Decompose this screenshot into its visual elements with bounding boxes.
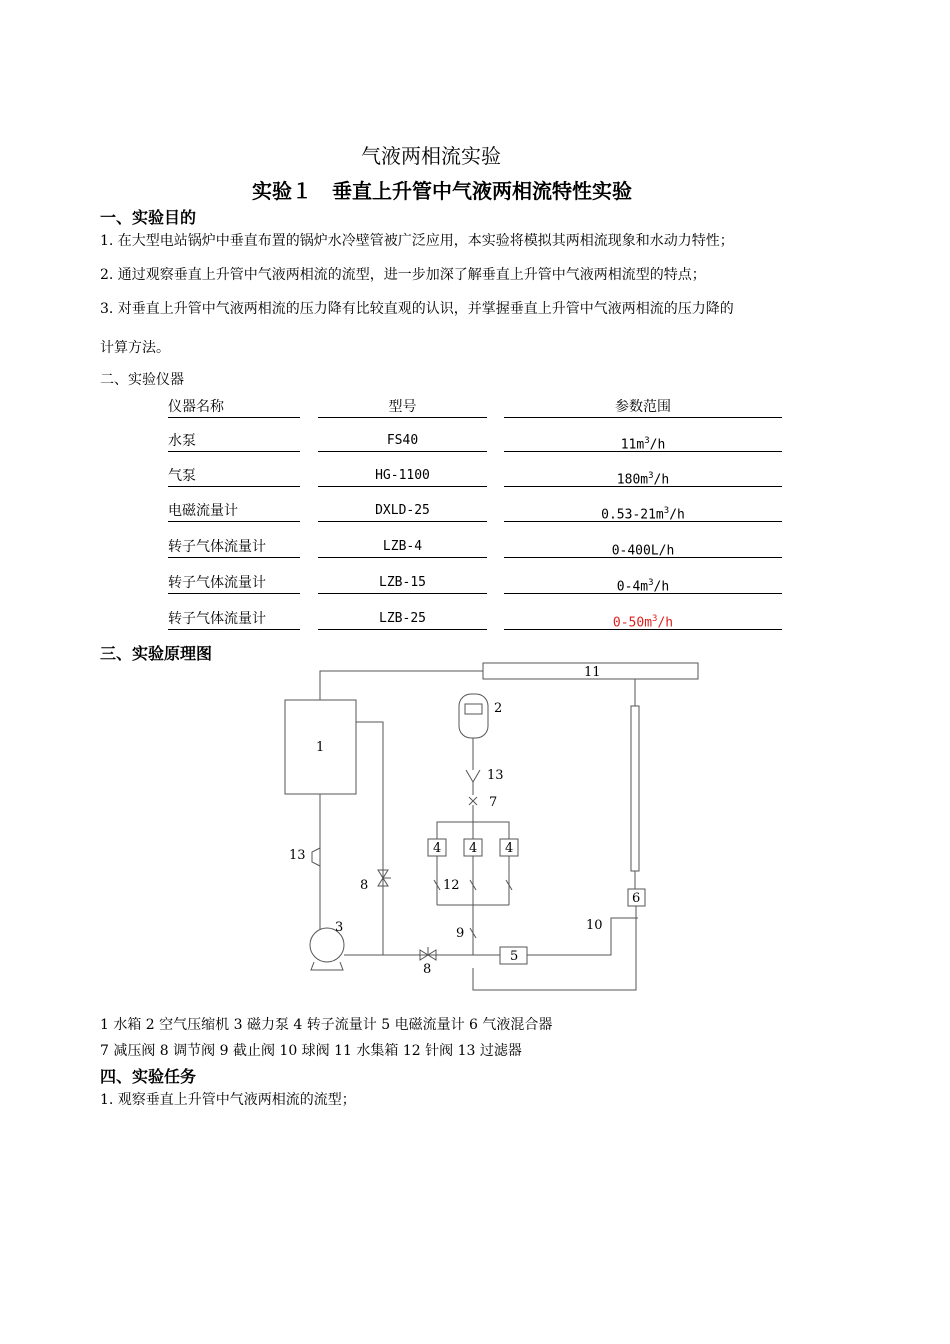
table-cell-model: HG-1100 [318,466,487,487]
riser-tube [631,706,639,871]
label-9: 9 [456,926,465,941]
table-cell-model: DXLD-25 [318,501,487,522]
label-4c: 4 [505,841,514,856]
pipe [320,671,483,700]
label-4b: 4 [469,841,478,856]
label-1: 1 [316,740,325,755]
table-cell-name: 转子气体流量计 [168,609,300,630]
pipe [527,918,638,955]
section1-item: 2. 通过观察垂直上升管中气液两相流的流型，进一步加深了解垂直上升管中气液两相流型的特点； [100,267,706,283]
air-compressor [459,694,488,738]
table-cell-range: $0-4m^3/h$ [504,573,782,594]
label-6: 6 [632,891,641,906]
label-13-gas: 13 [487,768,504,783]
label-11: 11 [584,665,601,680]
section2-heading: 二、实验仪器 [100,372,184,388]
table-header-model: 型号 [318,397,487,418]
section4-item: 1. 观察垂直上升管中气液两相流的流型； [100,1092,356,1108]
section1-item: 1. 在大型电站锅炉中垂直布置的锅炉水冷壁管被广泛应用，本实验将模拟其两相流现象和水动力特性； [100,233,734,249]
table-header-range: 参数范围 [504,397,782,418]
table-cell-range: $11m^3/h$ [504,431,782,452]
label-3: 3 [335,920,344,935]
pipe [473,906,636,990]
section1-heading: 一、实验目的 [100,208,197,227]
pipe [356,722,383,955]
table-cell-model: LZB-4 [318,537,487,558]
label-13-water: 13 [289,848,306,863]
label-4a: 4 [433,841,442,856]
table-cell-range: 0-400L/h [504,537,782,558]
table-cell-range-highlighted: $0-50m^3/h$ [504,609,782,630]
label-10: 10 [586,918,603,933]
table-cell-name: 电磁流量计 [168,501,300,522]
filter [466,770,480,782]
label-8-horizontal: 8 [423,962,432,977]
label-2: 2 [494,701,503,716]
table-cell-name: 转子气体流量计 [168,537,300,558]
table-cell-model: FS40 [318,431,487,452]
legend-line: 7 减压阀 8 调节阀 9 截止阀 10 球阀 11 水集箱 12 针阀 13 过滤器 [100,1043,522,1059]
table-cell-model: LZB-25 [318,609,487,630]
table-cell-name: 转子气体流量计 [168,573,300,594]
label-7: 7 [489,795,498,810]
table-cell-range: $180m^3/h$ [504,466,782,487]
section4-heading: 四、实验任务 [100,1067,197,1086]
compressor-detail [465,704,482,714]
legend-line: 1 水箱 2 空气压缩机 3 磁力泵 4 转子流量计 5 电磁流量计 6 气液混合器 [100,1017,553,1033]
table-cell-name: 气泵 [168,466,300,487]
label-5: 5 [510,949,519,964]
table-cell-range: $0.53-21m^3/h$ [504,501,782,522]
section1-item: 3. 对垂直上升管中气液两相流的压力降有比较直观的认识，并掌握垂直上升管中气液两相流的压力降的 [100,301,734,317]
pump-base [311,962,343,970]
table-cell-model: LZB-15 [318,573,487,594]
table-header-name: 仪器名称 [168,397,300,418]
doc-subtitle: 实验１ 垂直上升管中气液两相流特性实验 [252,179,632,203]
doc-title: 气液两相流实验 [361,144,501,168]
table-cell-name: 水泵 [168,431,300,452]
section1-item: 计算方法。 [100,340,170,356]
filter [312,848,320,866]
label-8-vertical: 8 [360,878,369,893]
label-12: 12 [443,878,460,893]
section3-heading: 三、实验原理图 [100,644,213,663]
